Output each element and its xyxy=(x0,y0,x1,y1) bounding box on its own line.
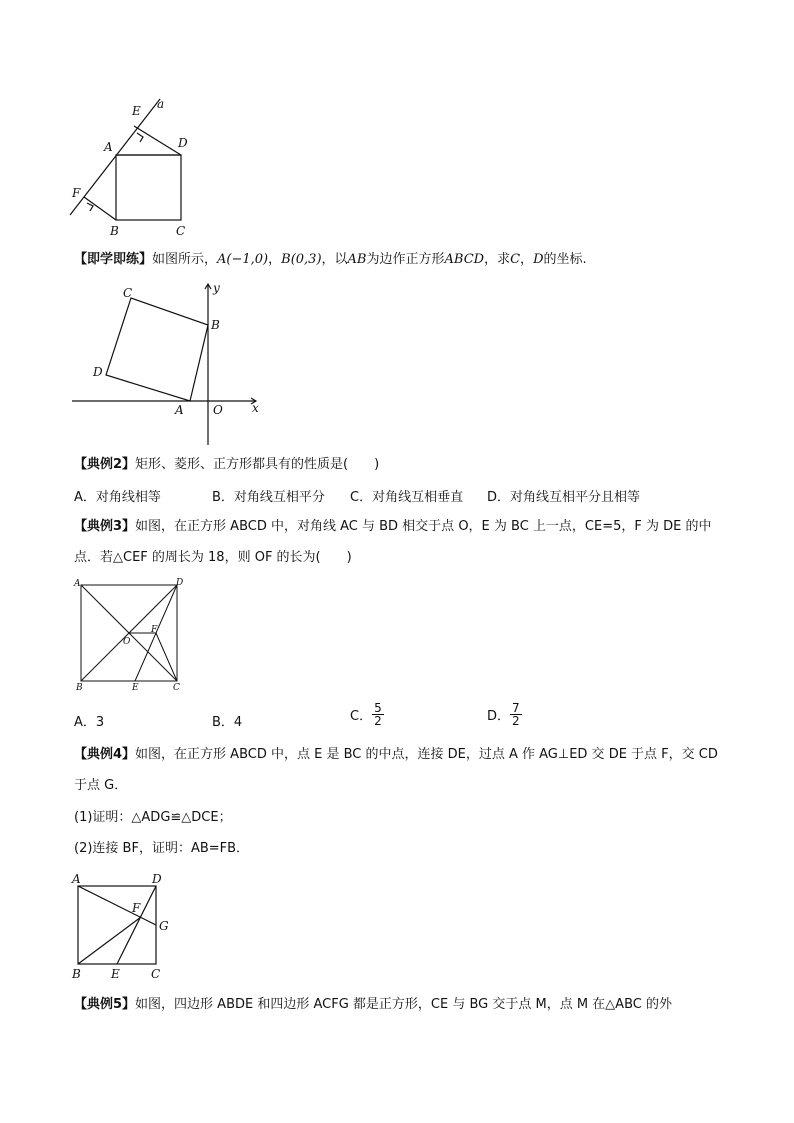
fig3-label-F: F xyxy=(151,625,158,635)
example-2-option-d: D．对角线互相平分且相等 xyxy=(487,490,641,505)
fig3-label-A: A xyxy=(74,579,81,589)
fig4-label-C: C xyxy=(151,967,161,980)
example-3-option-a: A．3 xyxy=(74,715,105,730)
fig1-label-F: F xyxy=(72,186,81,200)
fig1-label-D: D xyxy=(178,136,188,150)
example-2-question: 【典例2】矩形、菱形、正方形都具有的性质是( ) xyxy=(74,457,380,472)
example-3-option-b: B．4 xyxy=(212,715,243,730)
example-3-question-line-1: 【典例3】如图，在正方形 ABCD 中，对角线 AC 与 BD 相交于点 O，E 为 BC 上一点，CE=5，F 为 DE 的中 xyxy=(74,519,712,534)
fraction-5-over-2: $\frac{5}{2}$ xyxy=(374,701,382,728)
fig2-label-D: D xyxy=(93,365,103,379)
fig1-label-B: B xyxy=(110,224,119,238)
figure-4-square-perpendicular xyxy=(68,868,178,980)
fig2-label-B: B xyxy=(211,318,220,332)
fig1-label-a: a xyxy=(157,97,165,111)
fraction-7-over-2: $\frac{7}{2}$ xyxy=(512,701,520,728)
fig4-label-G: G xyxy=(159,919,169,933)
example-4-question-line-1: 【典例4】如图，在正方形 ABCD 中，点 E 是 BC 的中点，连接 DE，过点 A 作 AG⊥ED 交 DE 于点 F，交 CD xyxy=(74,747,718,762)
example-4-subquestion-1: (1)证明：△ADG≌△DCE； xyxy=(74,810,232,825)
fig2-label-x: x xyxy=(252,401,259,415)
fig1-label-C: C xyxy=(176,224,186,238)
fig4-label-F: F xyxy=(132,901,141,915)
fig2-label-y: y xyxy=(213,281,220,295)
example-2-option-a: A．对角线相等 xyxy=(74,490,161,505)
example-2-option-c: C．对角线互相垂直 xyxy=(350,490,464,505)
fig3-label-B: B xyxy=(76,683,83,693)
fig2-label-C: C xyxy=(123,286,133,300)
example-5-tag: 【典例5】 xyxy=(74,997,136,1012)
fig3-label-C: C xyxy=(173,683,180,693)
fig3-label-D: D xyxy=(176,578,184,588)
fig4-label-A: A xyxy=(72,872,81,886)
figure-3-square-diagonals xyxy=(70,574,190,696)
figure-1-square-with-line xyxy=(60,95,200,240)
example-3-option-c: C． $\frac{5}{2}$ xyxy=(350,701,382,728)
example-4-subquestion-2: (2)连接 BF，证明：AB=FB． xyxy=(74,841,250,856)
fig4-label-B: B xyxy=(72,967,81,980)
example-2-tag: 【典例2】 xyxy=(74,457,136,472)
example-4-tag: 【典例4】 xyxy=(74,747,136,762)
example-5-question-line-1: 【典例5】如图，四边形 ABDE 和四边形 ACFG 都是正方形，CE 与 BG 交于点 M，点 M 在△ABC 的外 xyxy=(74,997,672,1012)
fig4-label-D: D xyxy=(152,872,162,886)
figure-2-coordinate-square xyxy=(68,280,268,450)
fig1-label-E: E xyxy=(132,104,141,118)
example-3-tag: 【典例3】 xyxy=(74,519,136,534)
practice-tag: 【即学即练】 xyxy=(74,252,153,267)
fig4-label-E: E xyxy=(111,967,120,980)
fig3-label-O: O xyxy=(123,637,131,647)
example-4-question-line-2: 于点 G． xyxy=(74,778,128,793)
fig3-label-E: E xyxy=(132,683,139,693)
practice-question: 【即学即练】如图所示，A(−1,0)，B(0,3)，以AB为边作正方形ABCD，求C，D的坐标. xyxy=(74,252,587,267)
fig2-label-O: O xyxy=(213,403,223,417)
example-2-option-b: B．对角线互相平分 xyxy=(212,490,325,505)
example-3-question-line-2: 点．若△CEF 的周长为 18，则 OF 的长为( ) xyxy=(74,550,352,565)
example-3-option-d: D． $\frac{7}{2}$ xyxy=(487,701,520,728)
fig1-label-A: A xyxy=(104,140,113,154)
fig2-label-A: A xyxy=(175,403,184,417)
